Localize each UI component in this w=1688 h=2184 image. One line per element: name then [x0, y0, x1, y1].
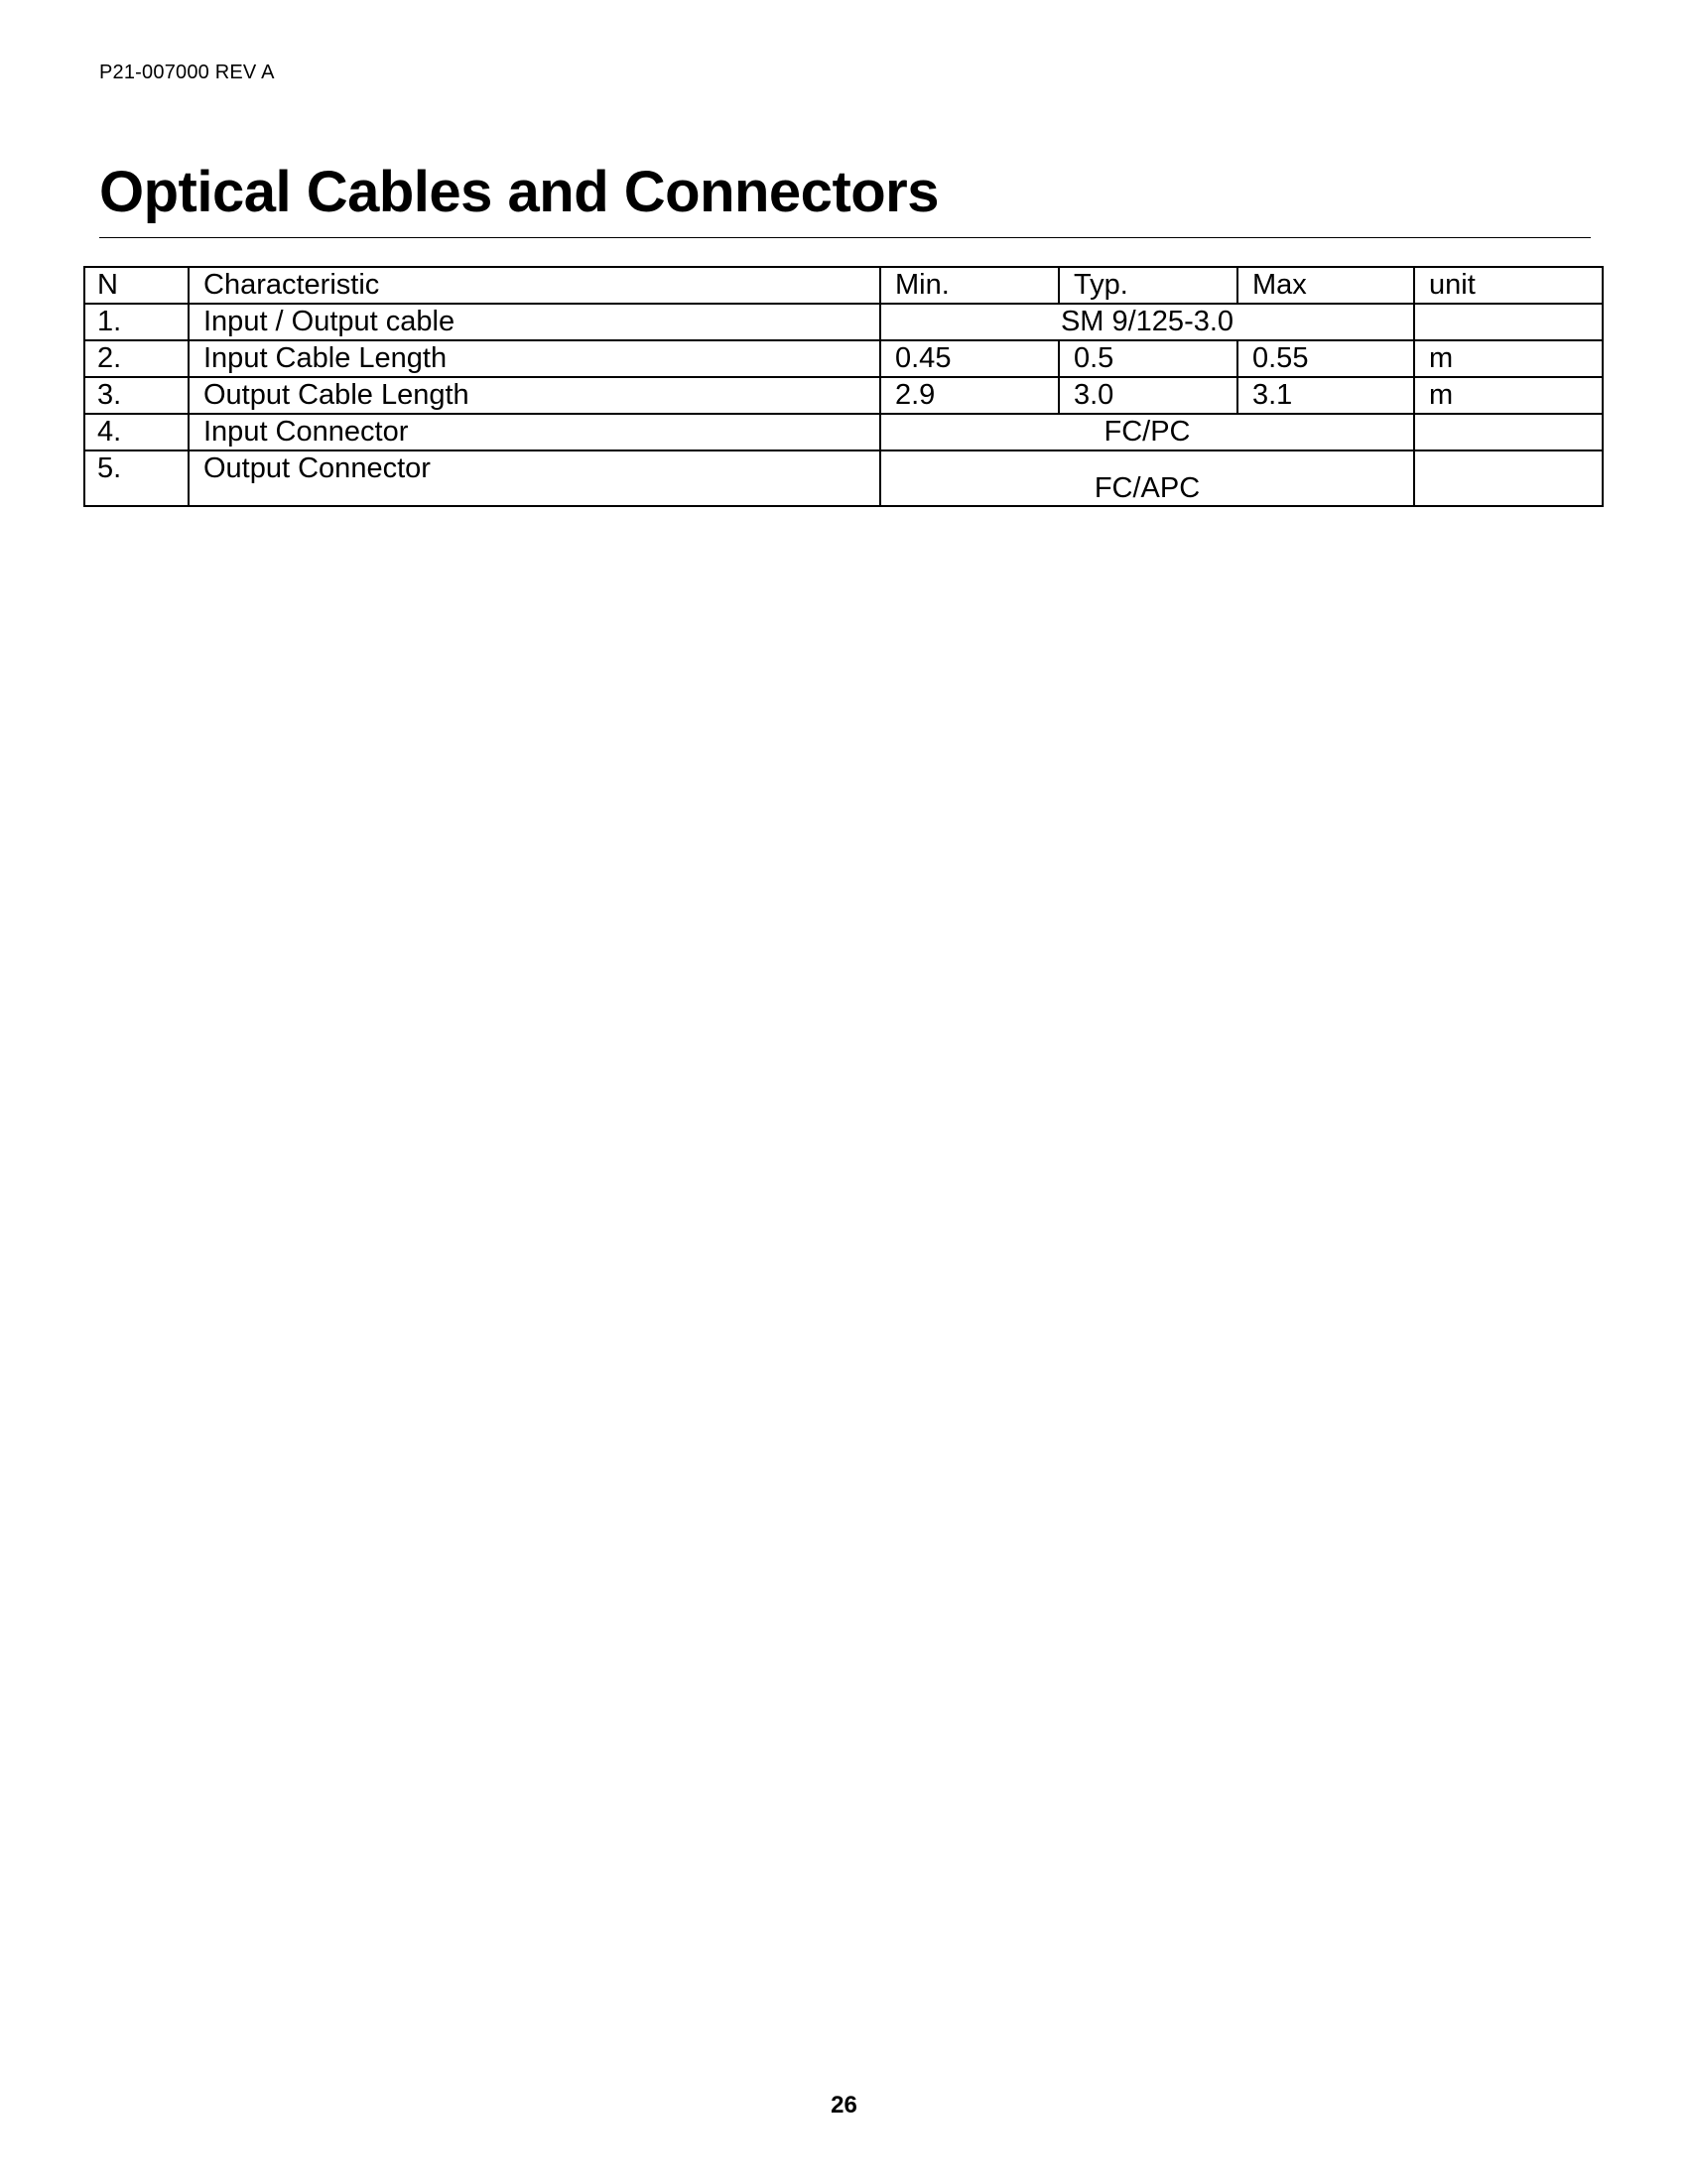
- table-row: [84, 377, 1603, 414]
- row-value: FC/APC: [880, 450, 1414, 506]
- row-unit: [1414, 304, 1603, 340]
- row-typ: 0.5: [1059, 340, 1237, 377]
- row-characteristic: Input Connector: [189, 414, 880, 450]
- table-row: [84, 450, 1603, 506]
- row-min: 0.45: [880, 340, 1059, 377]
- page-number: 26: [831, 2092, 857, 2119]
- row-max: 3.1: [1237, 377, 1414, 414]
- column-header-characteristic: Characteristic: [189, 267, 880, 304]
- row-min: 2.9: [880, 377, 1059, 414]
- table-row: [84, 340, 1603, 377]
- row-number: 2.: [84, 340, 189, 377]
- row-characteristic: Input Cable Length: [189, 340, 880, 377]
- title-underline: [99, 237, 1591, 238]
- spec-table: [83, 266, 1604, 507]
- table-row: [84, 414, 1603, 450]
- row-unit: m: [1414, 340, 1603, 377]
- row-value: SM 9/125-3.0: [880, 304, 1414, 340]
- row-number: 1.: [84, 304, 189, 340]
- column-header-typ: Typ.: [1059, 267, 1237, 304]
- column-header-min: Min.: [880, 267, 1059, 304]
- table-row: [84, 304, 1603, 340]
- row-unit: [1414, 450, 1603, 506]
- column-header-max: Max: [1237, 267, 1414, 304]
- row-number: 3.: [84, 377, 189, 414]
- table-header-row: [84, 267, 1603, 304]
- row-characteristic: Output Cable Length: [189, 377, 880, 414]
- row-number: 4.: [84, 414, 189, 450]
- row-unit: m: [1414, 377, 1603, 414]
- document-id: P21-007000 REV A: [99, 62, 275, 83]
- row-typ: 3.0: [1059, 377, 1237, 414]
- row-value: FC/PC: [880, 414, 1414, 450]
- column-header-n: N: [84, 267, 189, 304]
- row-unit: [1414, 414, 1603, 450]
- row-characteristic: Output Connector: [189, 450, 880, 506]
- row-max: 0.55: [1237, 340, 1414, 377]
- page-title: Optical Cables and Connectors: [99, 160, 940, 224]
- row-number: 5.: [84, 450, 189, 506]
- row-characteristic: Input / Output cable: [189, 304, 880, 340]
- column-header-unit: unit: [1414, 267, 1603, 304]
